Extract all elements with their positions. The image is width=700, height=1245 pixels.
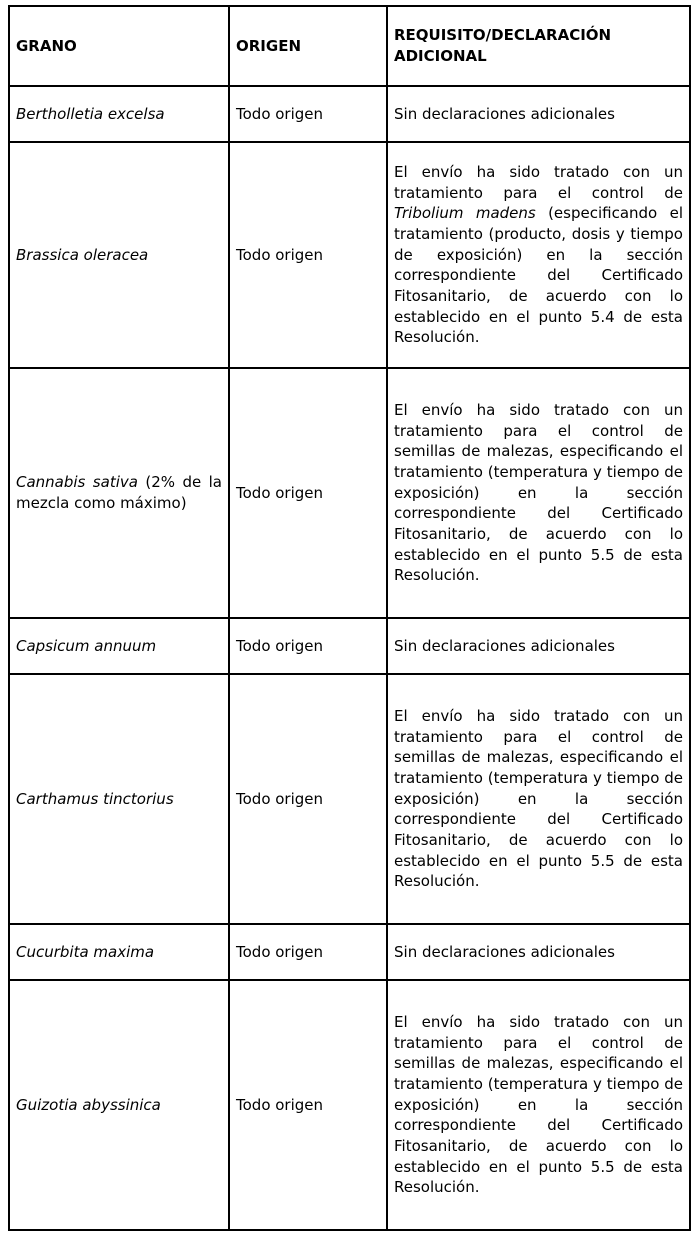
table-row <box>9 980 690 1230</box>
table-row <box>9 142 690 368</box>
species-name: Guizotia abyssinica <box>16 1095 161 1114</box>
requisito-text-after: (especificando el tratamiento (producto, dosis y tiempo de exposición) en la sección correspondiente del Certificado Fitosanitario, de acuerdo con lo establecido en el punto 5.4 de esta Resolución. <box>394 204 683 347</box>
col-header-grano: GRANO <box>9 6 229 86</box>
requisito-cell <box>387 924 690 980</box>
requisito-cell <box>387 618 690 674</box>
grano-cell <box>9 368 229 618</box>
requisito-text: El envío ha sido tratado con un tratamiento para el control de semillas de malezas, especificando el tratamiento (temperatura y tiempo de exposición) en la sección correspondiente del Certificado Fitosanitario, de acuerdo con lo establecido en el punto 5.5 de esta Resolución. <box>394 400 683 585</box>
requisito-text: Sin declaraciones adicionales <box>394 104 615 123</box>
origen-cell: Todo origen <box>229 86 387 142</box>
requisito-text: El envío ha sido tratado con un tratamiento para el control de semillas de malezas, especificando el tratamiento (temperatura y tiempo de exposición) en la sección correspondiente del Certificado Fitosanitario, de acuerdo con lo establecido en el punto 5.5 de esta Resolución. <box>394 706 683 891</box>
requisito-cell <box>387 980 690 1230</box>
origen-cell: Todo origen <box>229 980 387 1230</box>
requisito-text: Sin declaraciones adicionales <box>394 636 615 655</box>
grano-cell <box>9 924 229 980</box>
species-name: Bertholletia excelsa <box>16 104 165 123</box>
requisito-cell <box>387 142 690 368</box>
origen-cell: Todo origen <box>229 618 387 674</box>
requisito-text: El envío ha sido tratado con un tratamiento para el control de <box>394 162 683 202</box>
requisito-cell <box>387 674 690 924</box>
species-name: Brassica oleracea <box>16 245 149 264</box>
requisito-cell <box>387 368 690 618</box>
header-row <box>9 6 690 86</box>
species-name: Carthamus tinctorius <box>16 789 174 808</box>
table-row <box>9 924 690 980</box>
col-header-requisito: REQUISITO/DECLARACIÓN ADICIONAL <box>387 6 690 86</box>
species-name: Cannabis sativa <box>16 473 138 492</box>
requisito-text: El envío ha sido tratado con un tratamiento para el control de semillas de malezas, especificando el tratamiento (temperatura y tiempo de exposición) en la sección correspondiente del Certificado Fitosanitario, de acuerdo con lo establecido en el punto 5.5 de esta Resolución. <box>394 1012 683 1197</box>
origen-cell: Todo origen <box>229 368 387 618</box>
origen-cell: Todo origen <box>229 142 387 368</box>
requisito-text: Sin declaraciones adicionales <box>394 942 615 961</box>
col-header-origen: ORIGEN <box>229 6 387 86</box>
grano-cell <box>9 674 229 924</box>
origen-cell: Todo origen <box>229 924 387 980</box>
grano-cell <box>9 86 229 142</box>
grano-cell <box>9 980 229 1230</box>
table-row <box>9 368 690 618</box>
table-row <box>9 618 690 674</box>
table-row <box>9 674 690 924</box>
grano-cell <box>9 618 229 674</box>
species-name: Capsicum annuum <box>16 636 157 655</box>
requisito-italic: Tribolium madens <box>394 204 536 223</box>
species-name: Cucurbita maxima <box>16 942 155 961</box>
requisito-cell <box>387 86 690 142</box>
requirements-table <box>8 5 691 1231</box>
origen-cell: Todo origen <box>229 674 387 924</box>
grano-cell <box>9 142 229 368</box>
species-suffix: (2% de la mezcla como máximo) <box>16 473 222 512</box>
table-row <box>9 86 690 142</box>
